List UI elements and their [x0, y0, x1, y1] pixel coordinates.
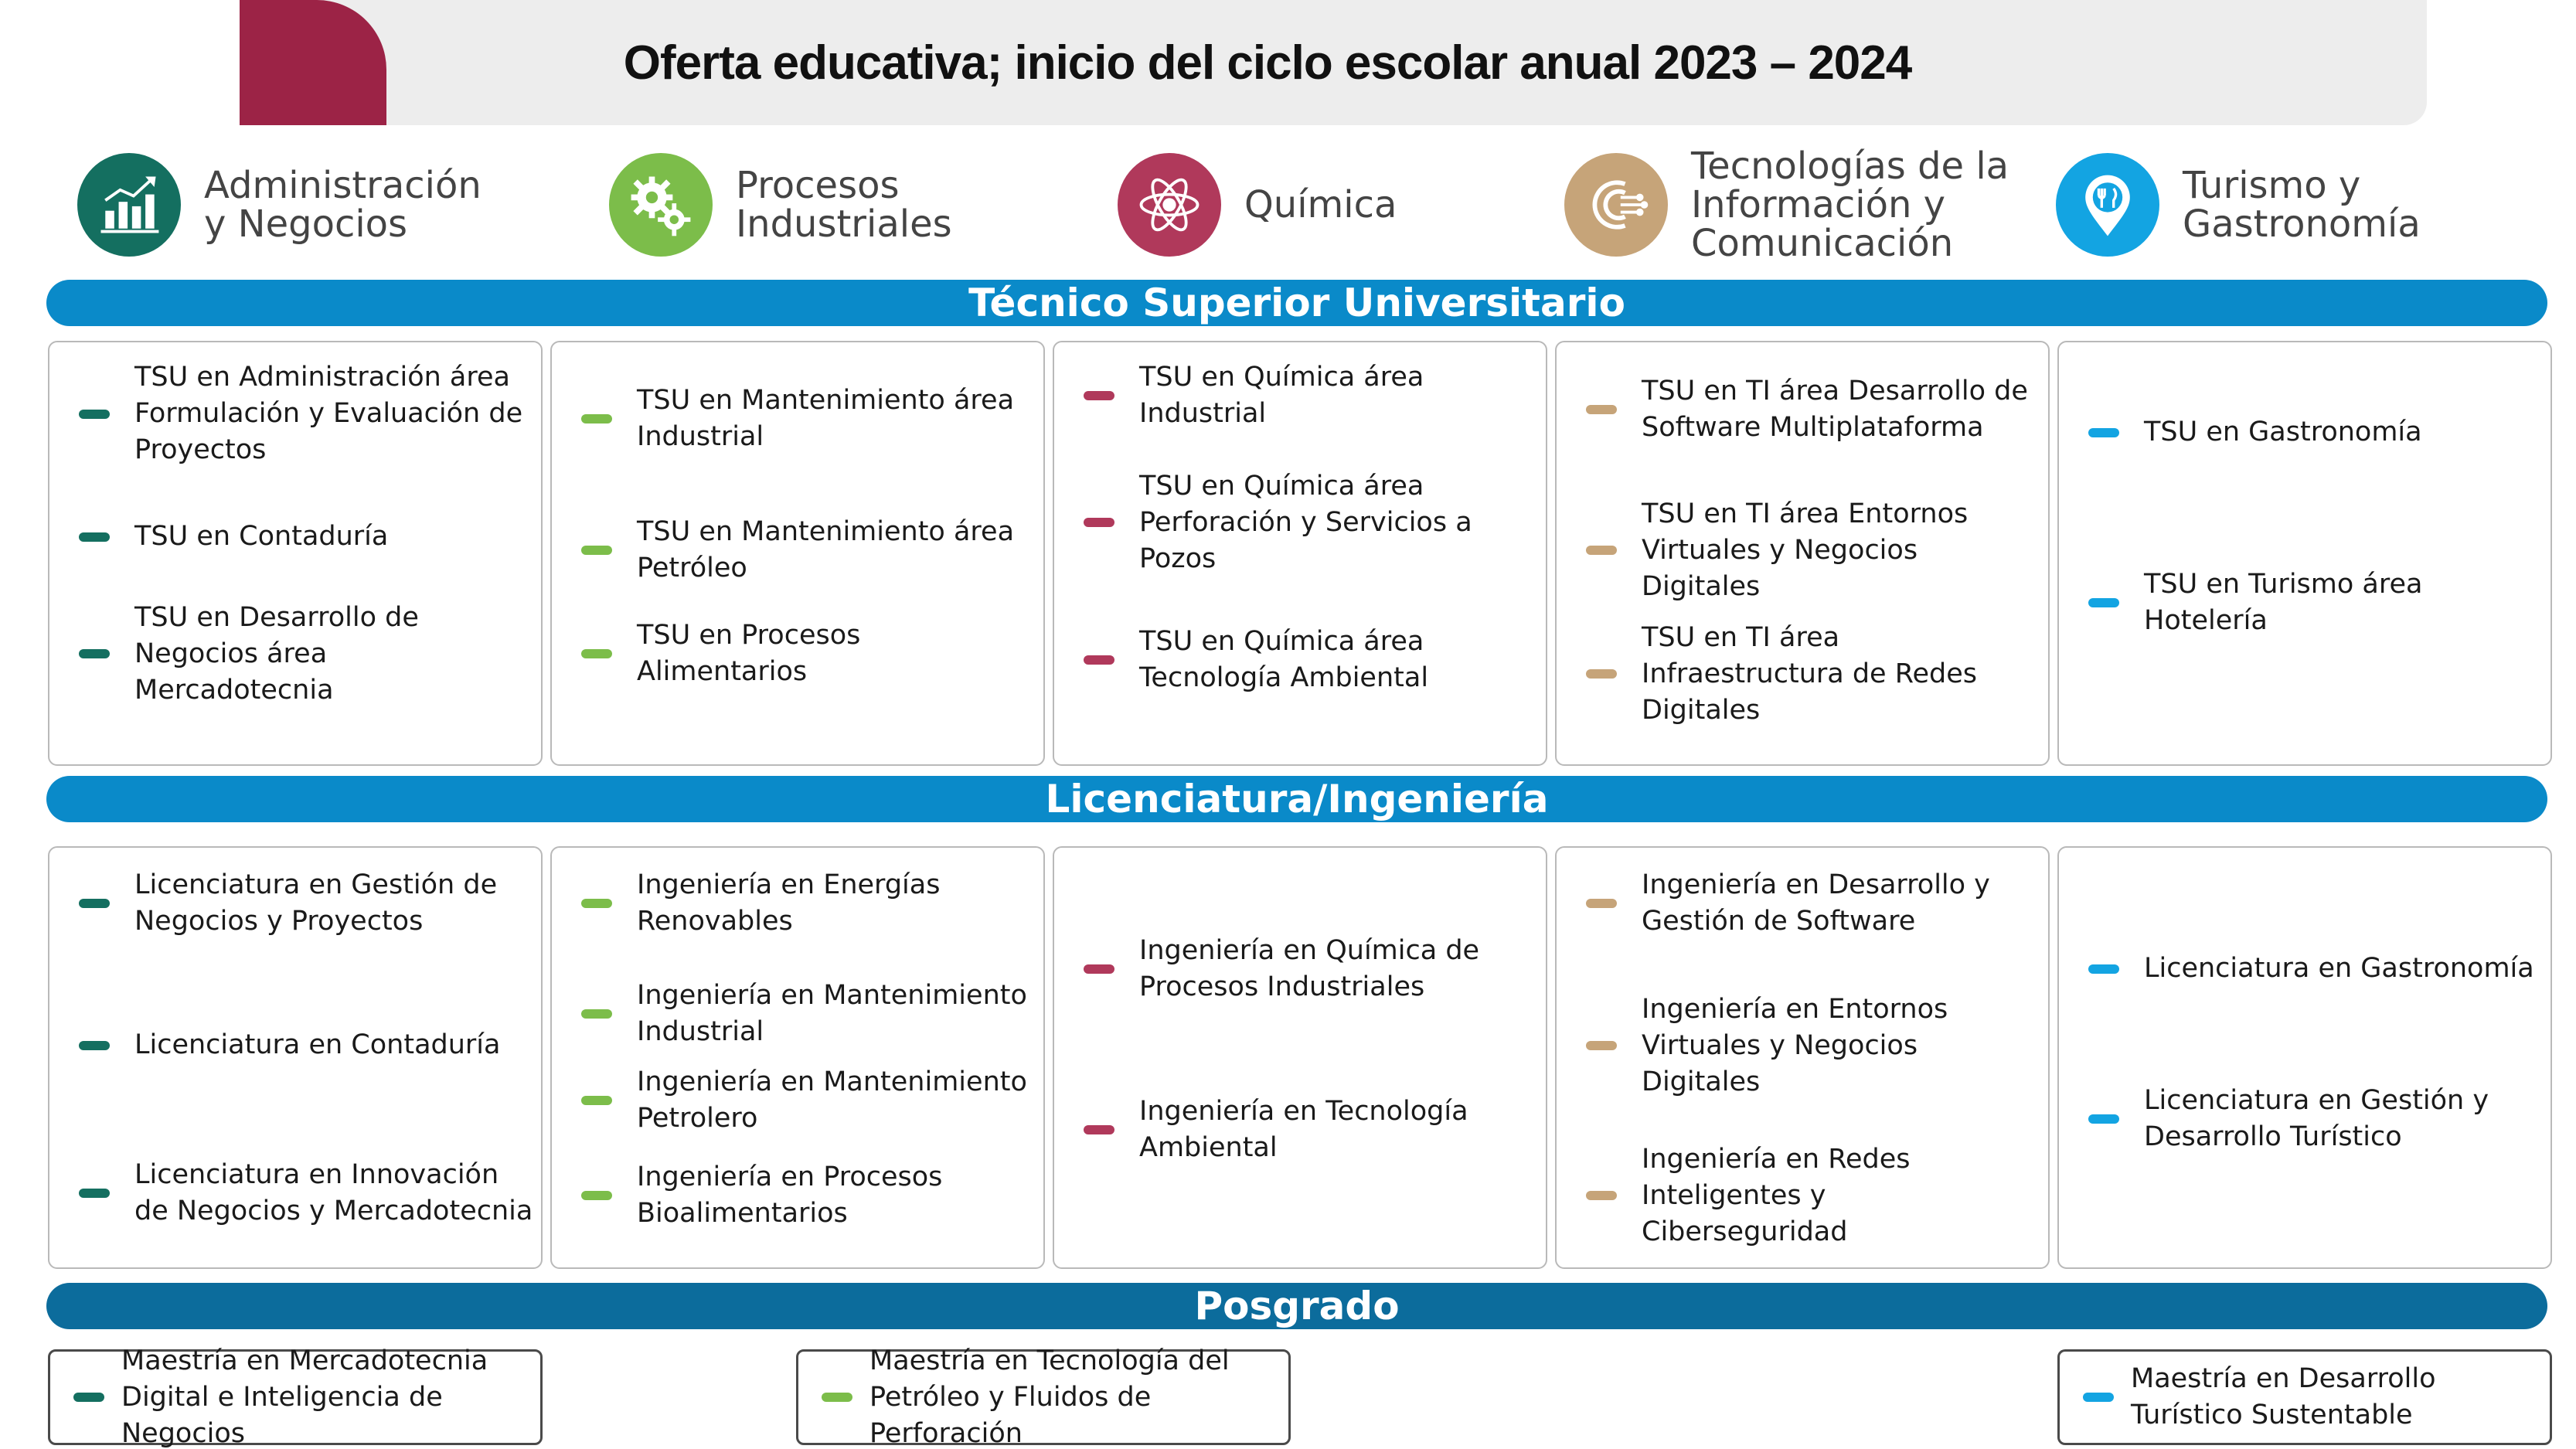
- list-item: [1084, 933, 1538, 1005]
- list-item: [79, 1157, 533, 1230]
- chart-growth-icon: [77, 153, 181, 257]
- item-text: Ingeniería en Química de Procesos Industriales: [1139, 935, 1480, 1002]
- bullet-dash: [1586, 405, 1617, 414]
- bullet-dash: [2088, 964, 2119, 974]
- item-text: Ingeniería en Entornos Virtuales y Negocios Digitales: [1642, 993, 1948, 1097]
- list-item: [2088, 414, 2543, 451]
- card-lic-turismo: [2057, 846, 2552, 1269]
- bullet-dash: [581, 1096, 612, 1105]
- list-item: [1084, 1094, 1538, 1166]
- list-item: [581, 514, 1036, 587]
- item-text: Ingeniería en Procesos Bioalimentarios: [637, 1162, 943, 1229]
- title-accent: [240, 0, 386, 125]
- item-text: TSU en Química área Perforación y Servicios a Pozos: [1139, 470, 1472, 574]
- list-item: [1586, 373, 2040, 446]
- area-name: Química: [1244, 183, 1397, 226]
- bullet-dash: [1084, 518, 1114, 527]
- area-name: Procesos Industriales: [736, 164, 952, 246]
- item-text: TSU en TI área Infraestructura de Redes Digitales: [1642, 621, 1977, 726]
- bullet-dash: [2088, 1114, 2119, 1124]
- area-turismo: [2056, 143, 2421, 267]
- section-bar-licenciatura: Licenciatura/Ingeniería: [46, 776, 2547, 822]
- item-text: TSU en TI área Desarrollo de Software Multiplataforma: [1642, 376, 2028, 443]
- item-text: TSU en TI área Entornos Virtuales y Negocios Digitales: [1642, 498, 1969, 602]
- page-title: Oferta educativa; inicio del ciclo escolar anual 2023 – 2024: [623, 36, 1912, 90]
- list-item: [79, 519, 533, 555]
- card-tsu-procesos: [550, 341, 1045, 766]
- bullet-dash: [2083, 1393, 2114, 1402]
- food-pin-icon: [2056, 153, 2159, 257]
- area-tecnologias: [1564, 143, 2009, 267]
- card-tsu-quimica: [1053, 341, 1547, 766]
- list-item: [79, 867, 533, 940]
- item-text: Ingeniería en Desarrollo y Gestión de Software: [1642, 869, 1990, 937]
- card-posgrado-administracion: [48, 1345, 543, 1449]
- item-text: Licenciatura en Contaduría: [134, 1029, 501, 1060]
- item-text: Licenciatura en Gestión de Negocios y Proyectos: [134, 869, 498, 937]
- list-item: [79, 1027, 533, 1063]
- item-text: TSU en Administración área Formulación y Evaluación de Proyectos: [134, 362, 523, 465]
- area-name: Tecnologías de la Información y Comunicación: [1691, 145, 2009, 265]
- bullet-dash: [79, 649, 110, 658]
- bullet-dash: [1586, 899, 1617, 908]
- bullet-dash: [581, 546, 612, 555]
- section-bar-tsu: Técnico Superior Universitario: [46, 280, 2547, 326]
- list-item: [79, 601, 533, 706]
- list-item: [581, 978, 1036, 1050]
- item-text: Licenciatura en Innovación de Negocios y Mercadotecnia: [134, 1159, 533, 1226]
- area-quimica: [1118, 143, 1397, 267]
- bullet-dash: [1586, 1041, 1617, 1050]
- item-text: Maestría en Mercadotecnia Digital e Inteligencia de Negocios: [121, 1345, 488, 1449]
- bullet-dash: [79, 532, 110, 542]
- bullet-dash: [1084, 391, 1114, 400]
- circuit-head-icon: [1564, 153, 1668, 257]
- area-procesos: [609, 143, 952, 267]
- item-text: TSU en Turismo área Hotelería: [2144, 569, 2423, 636]
- item-text: Ingeniería en Redes Inteligentes y Ciberseguridad: [1642, 1143, 1911, 1247]
- bullet-dash: [79, 899, 110, 908]
- item-text: Licenciatura en Gestión y Desarrollo Turístico: [2144, 1085, 2489, 1152]
- bullet-dash: [581, 414, 612, 423]
- bullet-dash: [2088, 598, 2119, 607]
- item-text: TSU en Desarrollo de Negocios área Mercadotecnia: [134, 601, 419, 706]
- card-lic-procesos: [550, 846, 1045, 1269]
- list-item: [1586, 867, 2040, 940]
- list-item: [1084, 470, 1538, 574]
- bullet-dash: [822, 1393, 852, 1402]
- list-item: [822, 1345, 1281, 1449]
- bullet-dash: [1084, 964, 1114, 974]
- list-item: [1084, 361, 1538, 429]
- list-item: [73, 1345, 533, 1449]
- card-lic-administracion: [48, 846, 543, 1269]
- card-posgrado-turismo: [2057, 1349, 2552, 1445]
- list-item: [1586, 1143, 2040, 1247]
- list-item: [1084, 624, 1538, 696]
- item-text: Ingeniería en Mantenimiento Industrial: [637, 980, 1027, 1047]
- section-bar-posgrado: Posgrado: [46, 1283, 2547, 1329]
- card-posgrado-procesos: [796, 1345, 1291, 1449]
- list-item: [581, 383, 1036, 455]
- bullet-dash: [79, 1041, 110, 1050]
- bullet-dash: [1586, 1191, 1617, 1200]
- atom-icon: [1118, 153, 1221, 257]
- list-item: [1586, 621, 2040, 726]
- item-text: TSU en Contaduría: [134, 521, 389, 552]
- bullet-dash: [1084, 1125, 1114, 1134]
- item-text: TSU en Mantenimiento área Petróleo: [637, 516, 1015, 583]
- list-item: [1586, 993, 2040, 1097]
- item-text: Ingeniería en Energías Renovables: [637, 869, 941, 937]
- area-name: Administración y Negocios: [204, 164, 482, 246]
- list-item: [2083, 1352, 2542, 1443]
- bullet-dash: [581, 649, 612, 658]
- bullet-dash: [2088, 428, 2119, 437]
- list-item: [581, 1064, 1036, 1137]
- card-lic-quimica: [1053, 846, 1547, 1269]
- item-text: Ingeniería en Tecnología Ambiental: [1139, 1096, 1468, 1163]
- item-text: TSU en Gastronomía: [2144, 417, 2422, 447]
- card-tsu-tecnologias: [1555, 341, 2050, 766]
- list-item: [1586, 498, 2040, 602]
- gears-icon: [609, 153, 713, 257]
- bullet-dash: [581, 1191, 612, 1200]
- item-text: Ingeniería en Mantenimiento Petrolero: [637, 1066, 1027, 1134]
- list-item: [581, 867, 1036, 940]
- area-administracion: [77, 143, 482, 267]
- list-item: [2088, 566, 2543, 639]
- list-item: [79, 359, 533, 468]
- list-item: [2088, 951, 2543, 987]
- bullet-dash: [1084, 655, 1114, 665]
- item-text: TSU en Química área Tecnología Ambiental: [1139, 626, 1429, 693]
- bullet-dash: [79, 410, 110, 419]
- bullet-dash: [581, 1009, 612, 1019]
- item-text: TSU en Mantenimiento área Industrial: [637, 385, 1015, 452]
- bullet-dash: [581, 899, 612, 908]
- area-name: Turismo y Gastronomía: [2183, 164, 2421, 246]
- item-text: TSU en Procesos Alimentarios: [637, 619, 861, 687]
- card-lic-tecnologias: [1555, 846, 2050, 1269]
- bullet-dash: [79, 1189, 110, 1198]
- list-item: [581, 1159, 1036, 1232]
- item-text: Licenciatura en Gastronomía: [2144, 953, 2534, 984]
- list-item: [2088, 1083, 2543, 1155]
- bullet-dash: [73, 1393, 104, 1402]
- bullet-dash: [1586, 669, 1617, 679]
- bullet-dash: [1586, 546, 1617, 555]
- list-item: [581, 619, 1036, 687]
- item-text: Maestría en Desarrollo Turístico Sustentable: [2131, 1363, 2436, 1430]
- card-tsu-administracion: [48, 341, 543, 766]
- item-text: TSU en Química área Industrial: [1139, 361, 1424, 429]
- item-text: Maestría en Tecnología del Petróleo y Fluidos de Perforación: [869, 1345, 1230, 1449]
- card-tsu-turismo: [2057, 341, 2552, 766]
